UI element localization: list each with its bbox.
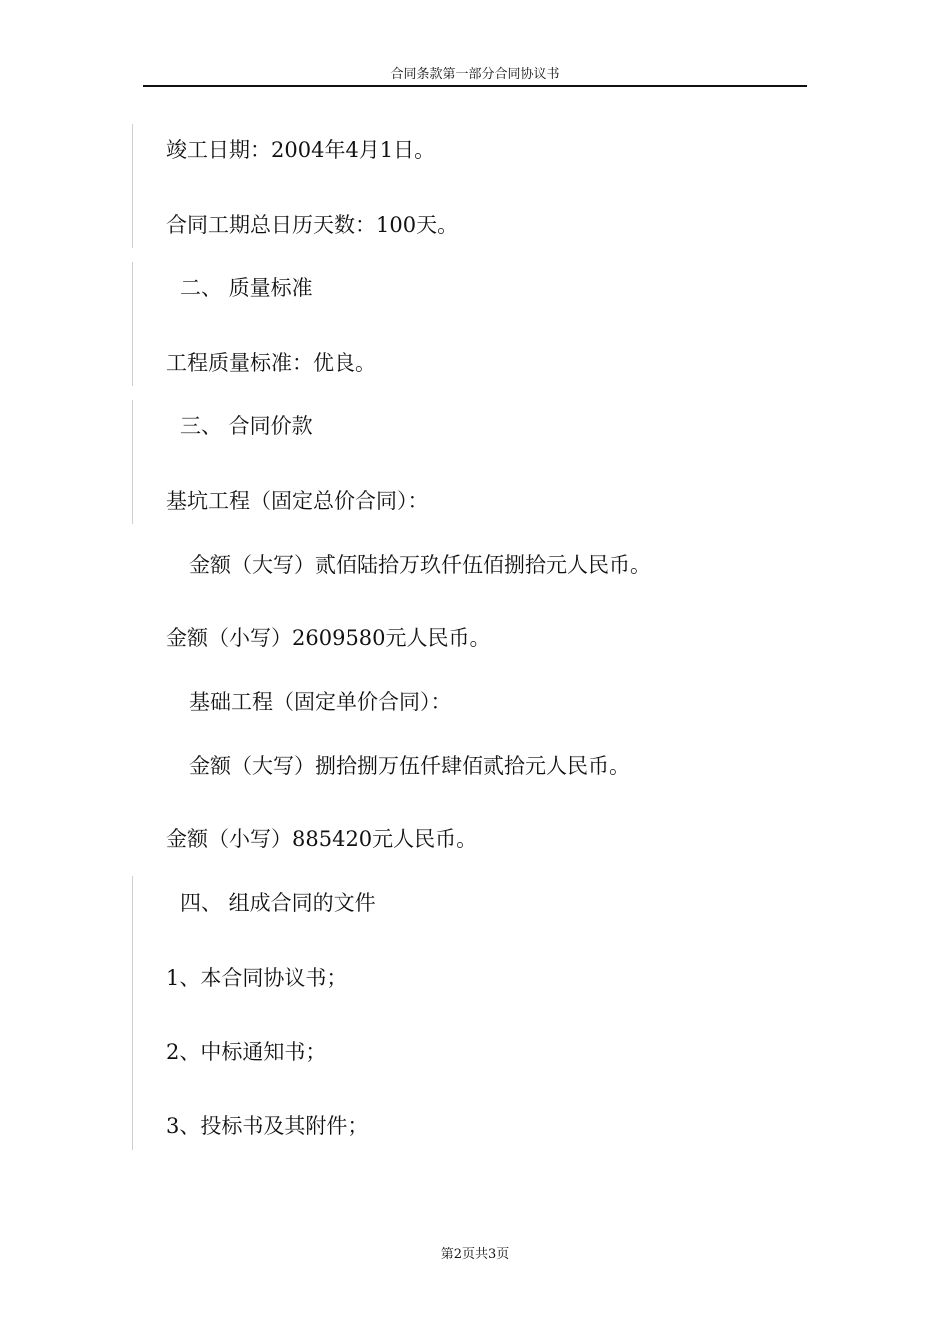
margin-bar-4: [132, 876, 133, 1150]
document-item-1: 1、本合同协议书；: [166, 966, 348, 990]
section-heading-quality: 二、 质量标准: [180, 276, 313, 300]
header-divider: [143, 85, 807, 87]
completion-date: 竣工日期：2004年4月1日。: [166, 138, 436, 162]
margin-bar-2: [132, 262, 133, 386]
section-heading-price: 三、 合同价款: [180, 414, 313, 438]
section-heading-documents: 四、 组成合同的文件: [180, 891, 376, 915]
page-number-footer: 第2页共3页: [440, 1247, 510, 1262]
margin-bar-3: [132, 400, 133, 524]
pit-work-label: 基坑工程（固定总价合同）：: [166, 489, 429, 513]
foundation-work-label: 基础工程（固定单价合同）：: [189, 690, 452, 714]
document-item-2: 2、中标通知书；: [166, 1040, 327, 1064]
pit-amount-upper: 金额（大写）贰佰陆拾万玖仟伍佰捌拾元人民币。: [189, 553, 651, 577]
foundation-amount-lower: 金额（小写）885420元人民币。: [166, 827, 478, 851]
foundation-amount-upper: 金额（大写）捌拾捌万伍仟肆佰贰拾元人民币。: [189, 754, 630, 778]
document-item-3: 3、投标书及其附件；: [166, 1114, 369, 1138]
margin-bar-1: [132, 124, 133, 248]
page-header-title: 合同条款第一部分合同协议书: [390, 67, 560, 82]
quality-standard: 工程质量标准：优良。: [166, 351, 376, 375]
total-calendar-days: 合同工期总日历天数：100天。: [166, 213, 459, 237]
pit-amount-lower: 金额（小写）2609580元人民币。: [166, 626, 491, 650]
